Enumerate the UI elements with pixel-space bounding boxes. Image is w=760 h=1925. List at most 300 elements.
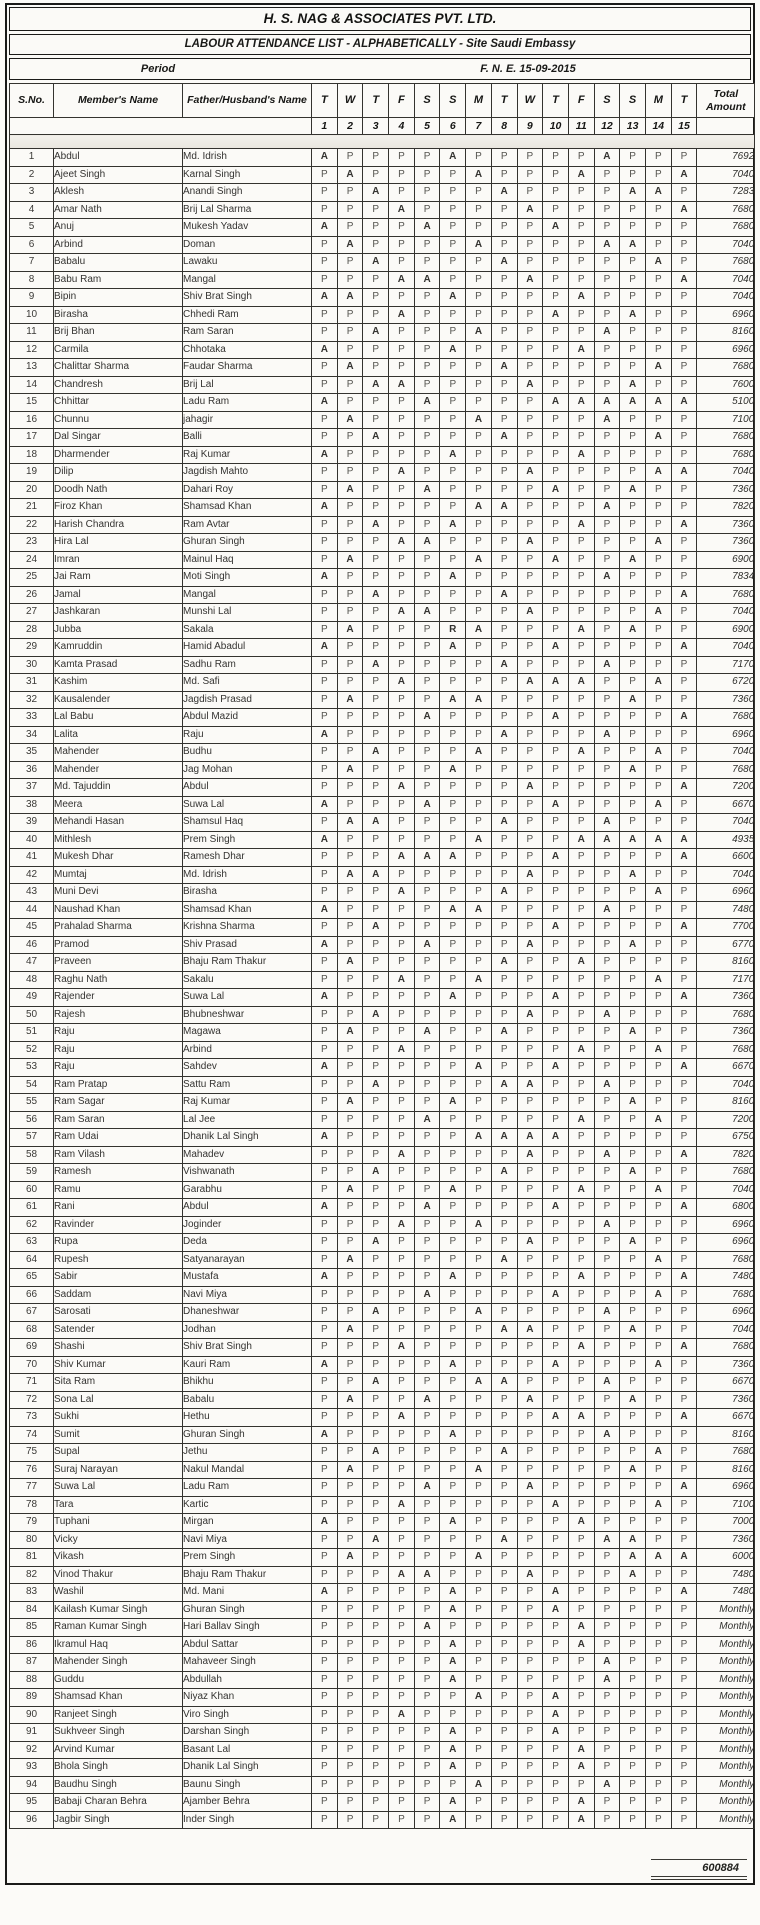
period-label: Period	[140, 63, 176, 75]
attendance-mark-cell: P	[645, 569, 671, 587]
attendance-mark-cell: P	[568, 814, 594, 832]
attendance-mark-cell: P	[440, 1549, 466, 1567]
attendance-mark-cell: P	[491, 271, 517, 289]
attendance-mark-cell: P	[517, 1164, 543, 1182]
total-amount-cell: 7040	[697, 639, 755, 657]
attendance-mark-cell: P	[440, 1706, 466, 1724]
attendance-mark-cell: A	[466, 1689, 492, 1707]
serial-number-cell: 62	[10, 1216, 54, 1234]
attendance-mark-cell: P	[363, 1286, 389, 1304]
attendance-mark-cell: P	[645, 1409, 671, 1427]
attendance-mark-cell: P	[491, 1409, 517, 1427]
father-name-cell: Ram Saran	[183, 324, 312, 342]
father-name-cell: Basant Lal	[183, 1741, 312, 1759]
attendance-mark-cell: P	[389, 866, 415, 884]
table-row	[10, 761, 755, 779]
attendance-mark-cell: P	[414, 814, 440, 832]
attendance-mark-cell: P	[363, 1689, 389, 1707]
attendance-mark-cell: P	[312, 1391, 338, 1409]
serial-number-cell: 57	[10, 1129, 54, 1147]
table-row	[10, 1041, 755, 1059]
attendance-mark-cell: P	[466, 1164, 492, 1182]
attendance-mark-cell: A	[645, 1496, 671, 1514]
attendance-mark-cell: A	[491, 1321, 517, 1339]
attendance-mark-cell: P	[517, 429, 543, 447]
attendance-mark-cell: P	[620, 744, 646, 762]
attendance-mark-cell: P	[517, 499, 543, 517]
attendance-mark-cell: A	[363, 376, 389, 394]
attendance-mark-cell: P	[517, 1041, 543, 1059]
attendance-mark-cell: A	[671, 1409, 697, 1427]
attendance-mark-cell: A	[620, 1164, 646, 1182]
attendance-mark-cell: P	[620, 796, 646, 814]
table-row	[10, 1689, 755, 1707]
attendance-mark-cell: P	[363, 1041, 389, 1059]
attendance-mark-cell: P	[440, 1444, 466, 1462]
total-amount-cell: 6960	[697, 884, 755, 902]
father-name-cell: Chhedi Ram	[183, 306, 312, 324]
member-name-cell: Anuj	[54, 219, 183, 237]
member-name-cell: Tuphani	[54, 1514, 183, 1532]
attendance-mark-cell: P	[337, 1724, 363, 1742]
attendance-mark-cell: P	[594, 936, 620, 954]
attendance-mark-cell: P	[568, 1706, 594, 1724]
attendance-mark-cell: P	[312, 429, 338, 447]
table-row	[10, 709, 755, 727]
attendance-mark-cell: A	[645, 1286, 671, 1304]
attendance-mark-cell: P	[466, 1724, 492, 1742]
total-amount-cell: 7040	[697, 1321, 755, 1339]
attendance-mark-cell: P	[620, 1374, 646, 1392]
attendance-mark-cell: P	[594, 1601, 620, 1619]
total-amount-cell: 7360	[697, 1024, 755, 1042]
attendance-mark-cell: A	[671, 709, 697, 727]
attendance-mark-cell: A	[414, 1024, 440, 1042]
attendance-mark-cell: A	[389, 1216, 415, 1234]
table-row	[10, 306, 755, 324]
attendance-mark-cell: P	[594, 1356, 620, 1374]
attendance-mark-cell: P	[491, 1601, 517, 1619]
attendance-mark-cell: P	[568, 1006, 594, 1024]
table-row	[10, 1706, 755, 1724]
father-name-cell: Nakul Mandal	[183, 1461, 312, 1479]
attendance-mark-cell: A	[568, 1041, 594, 1059]
member-name-cell: Harish Chandra	[54, 516, 183, 534]
attendance-mark-cell: P	[466, 534, 492, 552]
attendance-mark-cell: P	[414, 411, 440, 429]
attendance-mark-cell: P	[466, 1076, 492, 1094]
attendance-mark-cell: A	[517, 464, 543, 482]
attendance-mark-cell: P	[517, 954, 543, 972]
table-row	[10, 814, 755, 832]
attendance-mark-cell: P	[671, 814, 697, 832]
attendance-mark-cell: P	[517, 1024, 543, 1042]
attendance-mark-cell: A	[414, 271, 440, 289]
attendance-mark-cell: P	[466, 359, 492, 377]
day-letter-cell: S	[414, 84, 440, 118]
attendance-mark-cell: P	[671, 1444, 697, 1462]
attendance-mark-cell: P	[440, 376, 466, 394]
attendance-mark-cell: P	[594, 884, 620, 902]
attendance-mark-cell: P	[491, 1391, 517, 1409]
serial-number-cell: 31	[10, 674, 54, 692]
attendance-mark-cell: P	[389, 254, 415, 272]
member-name-cell: Muni Devi	[54, 884, 183, 902]
attendance-mark-cell: P	[312, 954, 338, 972]
attendance-mark-cell: P	[389, 569, 415, 587]
member-name-cell: Jamal	[54, 586, 183, 604]
attendance-mark-cell: A	[363, 184, 389, 202]
attendance-mark-cell: P	[312, 201, 338, 219]
table-row	[10, 1059, 755, 1077]
attendance-mark-cell: P	[389, 1601, 415, 1619]
attendance-mark-cell: P	[491, 306, 517, 324]
attendance-mark-cell: P	[517, 639, 543, 657]
attendance-mark-cell: P	[466, 779, 492, 797]
attendance-mark-cell: P	[594, 551, 620, 569]
attendance-mark-cell: P	[389, 1444, 415, 1462]
attendance-mark-cell: P	[671, 744, 697, 762]
total-amount-cell: 7680	[697, 446, 755, 464]
attendance-mark-cell: P	[440, 534, 466, 552]
attendance-mark-cell: P	[312, 464, 338, 482]
member-name-cell: Satender	[54, 1321, 183, 1339]
attendance-mark-cell: P	[645, 1199, 671, 1217]
attendance-mark-cell: P	[517, 1811, 543, 1829]
attendance-mark-cell: A	[645, 359, 671, 377]
attendance-mark-cell: A	[568, 1741, 594, 1759]
member-name-cell: Chandresh	[54, 376, 183, 394]
attendance-mark-cell: P	[517, 919, 543, 937]
attendance-mark-cell: P	[543, 499, 569, 517]
attendance-mark-cell: P	[620, 1636, 646, 1654]
member-name-cell: Tara	[54, 1496, 183, 1514]
table-row	[10, 1601, 755, 1619]
attendance-mark-cell: P	[568, 1199, 594, 1217]
father-name-cell: Dhaneshwar	[183, 1304, 312, 1322]
attendance-mark-cell: P	[568, 989, 594, 1007]
table-row	[10, 586, 755, 604]
attendance-mark-cell: P	[337, 989, 363, 1007]
attendance-mark-cell: A	[466, 1216, 492, 1234]
attendance-mark-cell: P	[363, 621, 389, 639]
father-name-cell: Moti Singh	[183, 569, 312, 587]
serial-number-cell: 14	[10, 376, 54, 394]
attendance-mark-cell: P	[671, 884, 697, 902]
attendance-mark-cell: P	[645, 446, 671, 464]
attendance-mark-cell: A	[440, 1426, 466, 1444]
attendance-mark-cell: P	[466, 1391, 492, 1409]
attendance-mark-cell: A	[337, 691, 363, 709]
attendance-mark-cell: A	[466, 1129, 492, 1147]
serial-number-cell: 96	[10, 1811, 54, 1829]
attendance-mark-cell: P	[466, 516, 492, 534]
attendance-mark-cell: P	[543, 271, 569, 289]
serial-number-cell: 72	[10, 1391, 54, 1409]
attendance-mark-cell: A	[543, 1601, 569, 1619]
attendance-mark-cell: A	[363, 586, 389, 604]
attendance-mark-cell: P	[337, 674, 363, 692]
attendance-mark-cell: A	[543, 219, 569, 237]
attendance-mark-cell: P	[312, 1006, 338, 1024]
table-row	[10, 1356, 755, 1374]
attendance-mark-cell: P	[517, 1199, 543, 1217]
father-name-cell: Deda	[183, 1234, 312, 1252]
attendance-mark-cell: A	[517, 201, 543, 219]
attendance-mark-cell: P	[620, 429, 646, 447]
attendance-mark-cell: A	[568, 341, 594, 359]
member-name-cell: Birasha	[54, 306, 183, 324]
attendance-mark-cell: P	[568, 779, 594, 797]
total-amount-cell: 7680	[697, 201, 755, 219]
attendance-mark-cell: P	[671, 1251, 697, 1269]
total-amount-cell: 7600	[697, 376, 755, 394]
attendance-mark-cell: P	[517, 831, 543, 849]
attendance-mark-cell: P	[337, 306, 363, 324]
attendance-mark-cell: A	[517, 1391, 543, 1409]
attendance-mark-cell: A	[568, 1794, 594, 1812]
attendance-mark-cell: A	[389, 884, 415, 902]
total-amount-cell: 7360	[697, 1531, 755, 1549]
attendance-mark-cell: A	[620, 1024, 646, 1042]
attendance-mark-cell: P	[543, 1461, 569, 1479]
father-name-cell: Faudar Sharma	[183, 359, 312, 377]
attendance-mark-cell: P	[389, 936, 415, 954]
attendance-mark-cell: P	[389, 499, 415, 517]
attendance-mark-cell: P	[466, 271, 492, 289]
attendance-mark-cell: A	[312, 901, 338, 919]
attendance-mark-cell: P	[491, 569, 517, 587]
attendance-mark-cell: P	[440, 1776, 466, 1794]
attendance-mark-cell: A	[466, 744, 492, 762]
attendance-mark-cell: A	[517, 1076, 543, 1094]
attendance-mark-cell: A	[312, 149, 338, 167]
attendance-mark-cell: P	[671, 1531, 697, 1549]
attendance-mark-cell: P	[543, 621, 569, 639]
attendance-mark-cell: P	[414, 1251, 440, 1269]
attendance-mark-cell: P	[671, 359, 697, 377]
attendance-mark-cell: P	[312, 709, 338, 727]
table-row	[10, 359, 755, 377]
serial-number-cell: 20	[10, 481, 54, 499]
attendance-mark-cell: P	[594, 1129, 620, 1147]
father-name-cell: Bhaju Ram Thakur	[183, 954, 312, 972]
total-amount-cell: 7680	[697, 1251, 755, 1269]
attendance-mark-cell: P	[543, 1566, 569, 1584]
attendance-mark-cell: P	[594, 1619, 620, 1637]
attendance-mark-cell: P	[568, 219, 594, 237]
serial-number-cell: 32	[10, 691, 54, 709]
attendance-mark-cell: A	[440, 901, 466, 919]
attendance-mark-cell: P	[594, 464, 620, 482]
attendance-mark-cell: P	[671, 551, 697, 569]
attendance-mark-cell: P	[466, 1041, 492, 1059]
attendance-mark-cell: P	[568, 464, 594, 482]
attendance-mark-cell: P	[312, 814, 338, 832]
attendance-mark-cell: P	[671, 1391, 697, 1409]
attendance-mark-cell: P	[594, 971, 620, 989]
attendance-mark-cell: A	[312, 289, 338, 307]
attendance-mark-cell: P	[568, 534, 594, 552]
attendance-mark-cell: P	[466, 761, 492, 779]
attendance-mark-cell: P	[389, 411, 415, 429]
attendance-mark-cell: P	[440, 411, 466, 429]
attendance-mark-cell: A	[594, 726, 620, 744]
attendance-mark-cell: A	[414, 1479, 440, 1497]
serial-number-cell: 83	[10, 1584, 54, 1602]
attendance-mark-cell: P	[645, 376, 671, 394]
attendance-mark-cell: P	[568, 1164, 594, 1182]
attendance-mark-cell: P	[389, 1199, 415, 1217]
attendance-mark-cell: P	[440, 779, 466, 797]
total-amount-cell: 6900	[697, 551, 755, 569]
attendance-mark-cell: P	[312, 1444, 338, 1462]
attendance-mark-cell: P	[414, 359, 440, 377]
attendance-mark-cell: A	[543, 306, 569, 324]
attendance-mark-cell: P	[337, 1479, 363, 1497]
father-name-cell: Vishwanath	[183, 1164, 312, 1182]
total-amount-cell: 7040	[697, 744, 755, 762]
total-amount-cell: 7040	[697, 289, 755, 307]
total-amount-cell: 8160	[697, 1461, 755, 1479]
attendance-mark-cell: P	[543, 884, 569, 902]
day-letter-cell: W	[337, 84, 363, 118]
attendance-mark-cell: P	[671, 569, 697, 587]
attendance-mark-cell: A	[543, 674, 569, 692]
attendance-mark-cell: P	[491, 831, 517, 849]
attendance-mark-cell: P	[594, 1286, 620, 1304]
attendance-mark-cell: P	[414, 1706, 440, 1724]
attendance-mark-cell: A	[568, 394, 594, 412]
attendance-mark-cell: P	[466, 604, 492, 622]
attendance-mark-cell: P	[671, 1356, 697, 1374]
attendance-mark-cell: P	[620, 726, 646, 744]
attendance-mark-cell: P	[414, 446, 440, 464]
attendance-mark-cell: P	[543, 1269, 569, 1287]
attendance-mark-cell: A	[543, 989, 569, 1007]
member-name-cell: Shamsad Khan	[54, 1689, 183, 1707]
table-row	[10, 376, 755, 394]
father-name-cell: Lal Jee	[183, 1111, 312, 1129]
attendance-mark-cell: P	[389, 1654, 415, 1672]
father-name-cell: Jag Mohan	[183, 761, 312, 779]
attendance-mark-cell: P	[543, 341, 569, 359]
total-amount-cell: Monthly	[697, 1759, 755, 1777]
member-name-cell: Ram Udai	[54, 1129, 183, 1147]
attendance-mark-cell: P	[543, 236, 569, 254]
attendance-mark-cell: A	[414, 1199, 440, 1217]
serial-number-cell: 87	[10, 1654, 54, 1672]
attendance-mark-cell: P	[389, 149, 415, 167]
member-name-cell: Kamta Prasad	[54, 656, 183, 674]
table-row	[10, 429, 755, 447]
attendance-mark-cell: P	[491, 1339, 517, 1357]
attendance-mark-cell: P	[645, 1059, 671, 1077]
attendance-mark-cell: P	[414, 1724, 440, 1742]
attendance-mark-cell: P	[620, 1216, 646, 1234]
total-amount-cell: 5100	[697, 394, 755, 412]
attendance-mark-cell: P	[568, 1391, 594, 1409]
table-row	[10, 1479, 755, 1497]
attendance-mark-cell: P	[491, 849, 517, 867]
serial-number-cell: 65	[10, 1269, 54, 1287]
table-row	[10, 621, 755, 639]
total-amount-cell: 6960	[697, 1234, 755, 1252]
attendance-mark-cell: A	[466, 411, 492, 429]
attendance-mark-cell: P	[466, 219, 492, 237]
attendance-mark-cell: P	[414, 464, 440, 482]
attendance-mark-cell: P	[389, 901, 415, 919]
attendance-mark-cell: P	[414, 1181, 440, 1199]
member-name-cell: Raghu Nath	[54, 971, 183, 989]
total-amount-cell: 7680	[697, 709, 755, 727]
attendance-mark-cell: P	[620, 1111, 646, 1129]
attendance-mark-cell: A	[568, 1811, 594, 1829]
day-letter-cell: M	[466, 84, 492, 118]
total-amount-cell: 6000	[697, 1549, 755, 1567]
attendance-mark-cell: P	[645, 516, 671, 534]
attendance-mark-cell: A	[671, 516, 697, 534]
serial-number-cell: 5	[10, 219, 54, 237]
attendance-mark-cell: P	[491, 691, 517, 709]
attendance-mark-cell: P	[466, 814, 492, 832]
attendance-mark-cell: P	[466, 1339, 492, 1357]
attendance-mark-cell: P	[312, 1304, 338, 1322]
attendance-mark-cell: P	[440, 1129, 466, 1147]
member-name-cell: Chalittar Sharma	[54, 359, 183, 377]
attendance-mark-cell: P	[543, 1041, 569, 1059]
attendance-mark-cell: P	[389, 1269, 415, 1287]
member-name-cell: Ramu	[54, 1181, 183, 1199]
day-number-cell: 3	[363, 118, 389, 135]
attendance-mark-cell: P	[671, 1041, 697, 1059]
attendance-mark-cell: A	[363, 744, 389, 762]
serial-number-cell: 90	[10, 1706, 54, 1724]
attendance-mark-cell: P	[466, 1654, 492, 1672]
attendance-mark-cell: P	[440, 866, 466, 884]
attendance-mark-cell: P	[671, 289, 697, 307]
attendance-mark-cell: P	[414, 1636, 440, 1654]
father-name-cell: Arbind	[183, 1041, 312, 1059]
attendance-mark-cell: P	[337, 464, 363, 482]
attendance-mark-cell: P	[337, 1304, 363, 1322]
attendance-mark-cell: P	[517, 149, 543, 167]
total-amount-cell: 7360	[697, 516, 755, 534]
attendance-mark-cell: P	[543, 464, 569, 482]
attendance-mark-cell: A	[620, 1566, 646, 1584]
attendance-mark-cell: A	[491, 254, 517, 272]
attendance-mark-cell: P	[620, 1181, 646, 1199]
attendance-mark-cell: P	[337, 569, 363, 587]
attendance-mark-cell: P	[363, 236, 389, 254]
attendance-mark-cell: P	[543, 1251, 569, 1269]
father-name-cell: Karnal Singh	[183, 166, 312, 184]
table-row	[10, 779, 755, 797]
attendance-mark-cell: P	[337, 709, 363, 727]
attendance-mark-cell: P	[363, 219, 389, 237]
day-number-cell: 6	[440, 118, 466, 135]
attendance-mark-cell: P	[491, 219, 517, 237]
attendance-mark-cell: P	[568, 411, 594, 429]
attendance-mark-cell: P	[312, 1706, 338, 1724]
attendance-mark-cell: P	[568, 691, 594, 709]
attendance-mark-cell: P	[671, 656, 697, 674]
attendance-mark-cell: A	[594, 831, 620, 849]
father-name-cell: Prem Singh	[183, 1549, 312, 1567]
attendance-mark-cell: P	[543, 761, 569, 779]
father-name-cell: Bhubneshwar	[183, 1006, 312, 1024]
attendance-mark-cell: A	[594, 1216, 620, 1234]
